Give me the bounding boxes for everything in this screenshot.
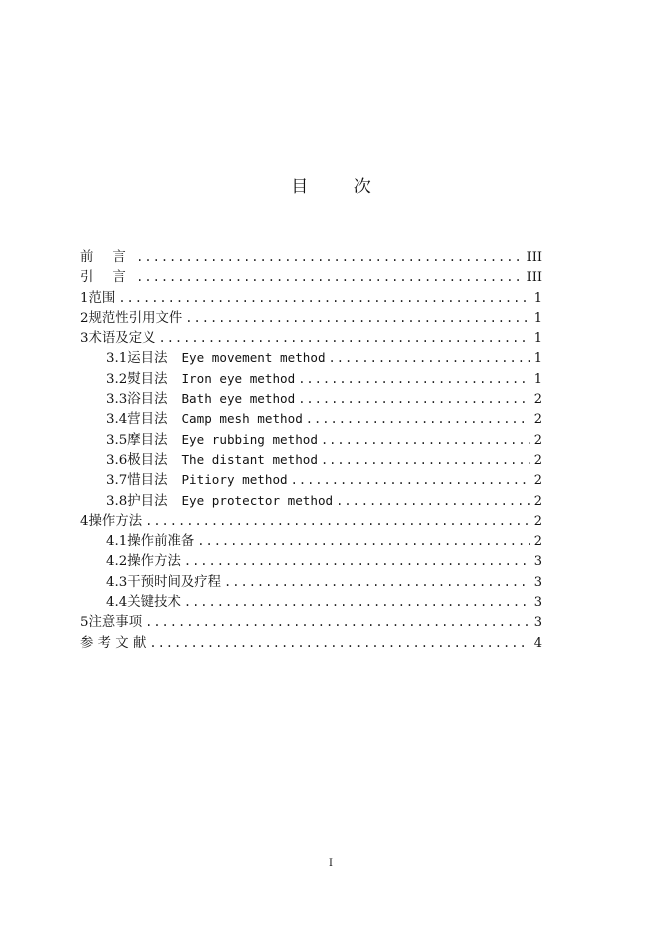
toc-entry-title: 极目法 <box>127 452 168 468</box>
toc-entry-number: 3.4 <box>106 412 128 428</box>
toc-entry-title: 浴目法 <box>127 392 168 408</box>
toc-entry[interactable] <box>80 308 542 328</box>
toc-entry-page: 2 <box>533 534 542 550</box>
toc-leader-dots <box>136 247 523 267</box>
toc-entry-page: III <box>526 270 542 286</box>
toc-entry[interactable] <box>80 470 542 490</box>
toc-entry-number: 3 <box>80 331 89 347</box>
toc-entry-number: 4.3 <box>106 574 128 590</box>
toc-entry-english-title: The distant method <box>181 451 318 467</box>
toc-entry-page: 2 <box>533 513 542 529</box>
toc-entry-title: 护目法 <box>127 493 168 509</box>
toc-entry-english-title: Camp mesh method <box>181 411 303 427</box>
toc-entry-number: 3.1 <box>106 351 128 367</box>
toc-entry-page: 1 <box>533 290 542 306</box>
toc-entry[interactable] <box>80 409 542 429</box>
toc-entry-page: 3 <box>533 554 542 570</box>
toc-leader-dots <box>184 551 530 571</box>
toc-leader-dots <box>298 369 530 389</box>
toc-entry-title: 操作方法 <box>127 554 181 570</box>
toc-entry[interactable] <box>80 247 542 267</box>
toc-entry[interactable] <box>80 491 542 511</box>
toc-entry-number: 4 <box>80 513 89 529</box>
toc-leader-dots <box>224 572 530 592</box>
table-of-contents <box>80 247 542 653</box>
toc-entry-english-title: Eye movement method <box>181 350 326 366</box>
toc-leader-dots <box>298 389 530 409</box>
toc-entry-title: 惜目法 <box>127 473 168 489</box>
toc-entry-page: 2 <box>533 412 542 428</box>
toc-entry-number: 5 <box>80 615 89 631</box>
toc-leader-dots <box>136 267 523 287</box>
page-number: I <box>329 858 333 869</box>
toc-entry-number: 4.4 <box>106 595 128 611</box>
toc-entry-page: 1 <box>533 310 542 326</box>
toc-entry-number: 2 <box>80 310 89 326</box>
toc-entry[interactable] <box>80 551 542 571</box>
toc-leader-dots <box>118 288 530 308</box>
toc-entry[interactable] <box>80 633 542 653</box>
toc-entry-title: 术语及定义 <box>88 331 156 347</box>
toc-leader-dots <box>329 348 530 368</box>
toc-entry[interactable] <box>80 592 542 612</box>
toc-entry-page: 2 <box>533 493 542 509</box>
toc-leader-dots <box>158 328 530 348</box>
toc-entry-title: 前 言 <box>80 250 134 265</box>
toc-entry-title: 操作前准备 <box>127 534 195 550</box>
toc-entry-title: 熨目法 <box>127 371 168 387</box>
toc-entry[interactable] <box>80 267 542 287</box>
toc-entry-page: 2 <box>533 432 542 448</box>
toc-entry-page: 2 <box>533 392 542 408</box>
toc-entry-english-title: Eye protector method <box>181 492 334 508</box>
toc-entry-title: 注意事项 <box>88 615 143 631</box>
toc-entry-title: 引 言 <box>80 270 134 286</box>
toc-entry-page: III <box>526 250 542 265</box>
toc-entry-number: 4.1 <box>106 534 128 550</box>
toc-entry-english-title: Iron eye method <box>181 370 296 386</box>
toc-entry-title: 参 考 文 献 <box>80 635 147 651</box>
toc-entry-english-title: Bath eye method <box>181 391 296 407</box>
toc-entry[interactable] <box>80 612 542 632</box>
toc-entry-page: 1 <box>533 331 542 347</box>
toc-leader-dots <box>291 470 530 490</box>
toc-entry-number: 3.3 <box>106 392 128 408</box>
toc-entry[interactable] <box>80 511 542 531</box>
toc-entry[interactable] <box>80 369 542 389</box>
toc-entry[interactable] <box>80 572 542 592</box>
toc-leader-dots <box>306 409 530 429</box>
toc-entry-title: 关键技术 <box>127 595 181 611</box>
toc-leader-dots <box>321 430 530 450</box>
toc-entry-page: 1 <box>533 351 542 367</box>
toc-entry[interactable] <box>80 328 542 348</box>
toc-entry-page: 2 <box>533 452 542 468</box>
toc-entry-page: 3 <box>533 595 542 611</box>
toc-entry[interactable] <box>80 348 542 368</box>
toc-entry-english-title: Eye rubbing method <box>181 431 318 447</box>
toc-leader-dots <box>149 633 530 653</box>
toc-leader-dots <box>185 308 530 328</box>
toc-entry[interactable] <box>80 450 542 470</box>
toc-entry-title: 摩目法 <box>127 432 168 448</box>
toc-entry-number: 3.2 <box>106 371 128 387</box>
toc-entry-english-title: Pitiory method <box>181 472 288 488</box>
toc-leader-dots <box>336 491 530 511</box>
toc-entry-page: 1 <box>533 371 542 387</box>
toc-entry-page: 4 <box>533 635 542 651</box>
toc-entry-number: 3.6 <box>106 452 128 468</box>
toc-leader-dots <box>145 612 530 632</box>
toc-entry-number: 3.8 <box>106 493 128 509</box>
toc-entry-title: 营目法 <box>127 412 168 428</box>
toc-leader-dots <box>321 450 530 470</box>
toc-leader-dots <box>145 511 530 531</box>
toc-entry-page: 3 <box>533 615 542 631</box>
toc-entry[interactable] <box>80 389 542 409</box>
toc-entry-number: 1 <box>80 290 89 306</box>
toc-entry-title: 操作方法 <box>88 513 143 529</box>
toc-entry[interactable] <box>80 531 542 551</box>
toc-entry-number: 3.7 <box>106 473 128 489</box>
toc-entry-title: 规范性引用文件 <box>88 310 183 326</box>
toc-entry-number: 3.5 <box>106 432 128 448</box>
toc-leader-dots <box>184 592 530 612</box>
toc-entry-title: 范围 <box>88 290 116 306</box>
toc-entry[interactable] <box>80 288 542 308</box>
toc-entry-page: 3 <box>533 574 542 590</box>
toc-entry-number: 4.2 <box>106 554 128 570</box>
toc-leader-dots <box>197 531 530 551</box>
page-title: 目 次 <box>291 177 391 197</box>
toc-entry[interactable] <box>80 430 542 450</box>
toc-entry-title: 运目法 <box>127 351 168 367</box>
toc-entry-title: 干预时间及疗程 <box>127 574 222 590</box>
toc-entry-page: 2 <box>533 473 542 489</box>
